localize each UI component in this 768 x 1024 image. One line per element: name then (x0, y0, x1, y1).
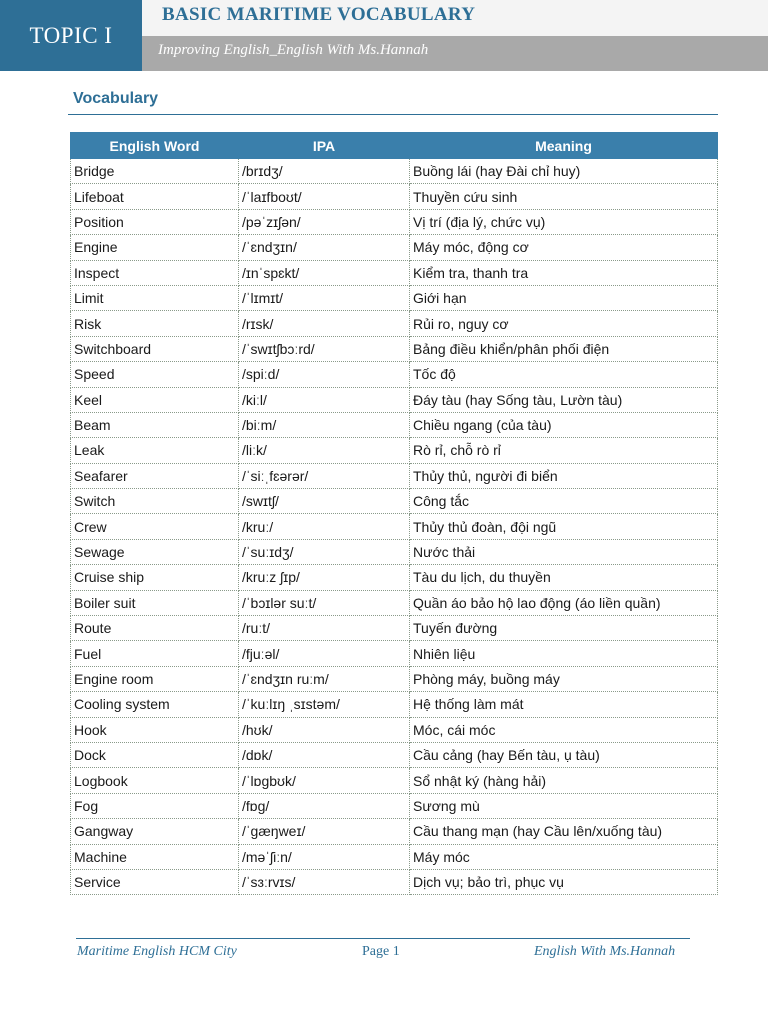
english-word-cell: Limit (71, 285, 239, 310)
meaning-cell: Tàu du lịch, du thuyền (410, 565, 718, 590)
column-header-meaning: Meaning (410, 133, 718, 159)
meaning-cell: Phòng máy, buồng máy (410, 666, 718, 691)
table-row (71, 641, 718, 666)
table-row (71, 616, 718, 641)
english-word-cell: Gangway (71, 819, 239, 844)
english-word-cell: Beam (71, 412, 239, 437)
meaning-cell: Sương mù (410, 793, 718, 818)
english-word-cell: Sewage (71, 539, 239, 564)
english-word-cell: Crew (71, 514, 239, 539)
page-title: BASIC MARITIME VOCABULARY (162, 4, 476, 25)
table-row (71, 666, 718, 691)
english-word-cell: Route (71, 616, 239, 641)
ipa-cell: /ˈsiːˌfɛərər/ (239, 463, 410, 488)
ipa-cell: /ˈlɪmɪt/ (239, 285, 410, 310)
ipa-cell: /swɪtʃ/ (239, 489, 410, 514)
meaning-cell: Giới hạn (410, 285, 718, 310)
meaning-cell: Máy móc, động cơ (410, 235, 718, 260)
meaning-cell: Rủi ro, nguy cơ (410, 311, 718, 336)
ipa-cell: /ˈlaɪfboʊt/ (239, 184, 410, 209)
ipa-cell: /pəˈzɪʃən/ (239, 209, 410, 234)
english-word-cell: Machine (71, 844, 239, 869)
ipa-cell: /fɒɡ/ (239, 793, 410, 818)
english-word-cell: Engine room (71, 666, 239, 691)
footer-left-text: Maritime English HCM City (77, 944, 237, 959)
ipa-cell: /ˈsuːɪdʒ/ (239, 539, 410, 564)
meaning-cell: Móc, cái móc (410, 717, 718, 742)
table-row (71, 844, 718, 869)
ipa-cell: /ˈɛndʒɪn ruːm/ (239, 666, 410, 691)
meaning-cell: Nhiên liệu (410, 641, 718, 666)
ipa-cell: /biːm/ (239, 412, 410, 437)
table-row (71, 768, 718, 793)
table-row (71, 285, 718, 310)
section-divider (68, 114, 718, 115)
ipa-cell: /ˈswɪtʃbɔːrd/ (239, 336, 410, 361)
ipa-cell: /dɒk/ (239, 742, 410, 767)
table-row (71, 869, 718, 894)
table-row (71, 793, 718, 818)
english-word-cell: Logbook (71, 768, 239, 793)
ipa-cell: /ruːt/ (239, 616, 410, 641)
meaning-cell: Cầu thang mạn (hay Cầu lên/xuống tàu) (410, 819, 718, 844)
meaning-cell: Vị trí (địa lý, chức vụ) (410, 209, 718, 234)
footer-right-text: English With Ms.Hannah (534, 944, 676, 959)
english-word-cell: Dock (71, 742, 239, 767)
meaning-cell: Tốc độ (410, 362, 718, 387)
meaning-cell: Chiều ngang (của tàu) (410, 412, 718, 437)
meaning-cell: Buồng lái (hay Đài chỉ huy) (410, 159, 718, 184)
english-word-cell: Engine (71, 235, 239, 260)
page-subtitle: Improving English_English With Ms.Hannah (158, 42, 429, 58)
page-number: Page 1 (362, 944, 400, 959)
ipa-cell: /kruːz ʃɪp/ (239, 565, 410, 590)
column-header-ipa: IPA (239, 133, 410, 159)
ipa-cell: /ˈbɔɪlər suːt/ (239, 590, 410, 615)
meaning-cell: Dịch vụ; bảo trì, phục vụ (410, 869, 718, 894)
meaning-cell: Rò rỉ, chỗ rò rỉ (410, 438, 718, 463)
english-word-cell: Seafarer (71, 463, 239, 488)
table-row (71, 159, 718, 184)
table-row (71, 235, 718, 260)
table-row (71, 489, 718, 514)
table-row (71, 717, 718, 742)
ipa-cell: /kiːl/ (239, 387, 410, 412)
meaning-cell: Quần áo bảo hộ lao động (áo liền quần) (410, 590, 718, 615)
english-word-cell: Cooling system (71, 692, 239, 717)
table-row (71, 362, 718, 387)
table-row (71, 463, 718, 488)
ipa-cell: /ˈɛndʒɪn/ (239, 235, 410, 260)
table-row (71, 514, 718, 539)
english-word-cell: Hook (71, 717, 239, 742)
table-row (71, 565, 718, 590)
ipa-cell: /fjuːəl/ (239, 641, 410, 666)
meaning-cell: Tuyến đường (410, 616, 718, 641)
table-row (71, 438, 718, 463)
meaning-cell: Nước thải (410, 539, 718, 564)
table-row (71, 692, 718, 717)
english-word-cell: Boiler suit (71, 590, 239, 615)
table-row (71, 590, 718, 615)
meaning-cell: Thủy thủ, người đi biển (410, 463, 718, 488)
ipa-cell: /brɪdʒ/ (239, 159, 410, 184)
table-row (71, 387, 718, 412)
english-word-cell: Leak (71, 438, 239, 463)
column-header-english-word: English Word (71, 133, 239, 159)
ipa-cell: /ˈlɒɡbʊk/ (239, 768, 410, 793)
ipa-cell: /hʊk/ (239, 717, 410, 742)
section-heading: Vocabulary (73, 90, 159, 107)
table-row (71, 412, 718, 437)
english-word-cell: Switch (71, 489, 239, 514)
table-row (71, 311, 718, 336)
meaning-cell: Thủy thủ đoàn, đội ngũ (410, 514, 718, 539)
table-row (71, 539, 718, 564)
english-word-cell: Lifeboat (71, 184, 239, 209)
vocabulary-table (70, 132, 718, 895)
english-word-cell: Service (71, 869, 239, 894)
meaning-cell: Cầu cảng (hay Bến tàu, ụ tàu) (410, 742, 718, 767)
english-word-cell: Inspect (71, 260, 239, 285)
meaning-cell: Đáy tàu (hay Sống tàu, Lườn tàu) (410, 387, 718, 412)
meaning-cell: Công tắc (410, 489, 718, 514)
english-word-cell: Fog (71, 793, 239, 818)
ipa-cell: /ˈɡæŋweɪ/ (239, 819, 410, 844)
ipa-cell: /rɪsk/ (239, 311, 410, 336)
english-word-cell: Risk (71, 311, 239, 336)
meaning-cell: Kiểm tra, thanh tra (410, 260, 718, 285)
table-row (71, 742, 718, 767)
english-word-cell: Bridge (71, 159, 239, 184)
meaning-cell: Thuyền cứu sinh (410, 184, 718, 209)
table-row (71, 819, 718, 844)
table-row (71, 336, 718, 361)
ipa-cell: /məˈʃiːn/ (239, 844, 410, 869)
footer-divider (76, 938, 690, 939)
ipa-cell: /ɪnˈspɛkt/ (239, 260, 410, 285)
meaning-cell: Sổ nhật ký (hàng hải) (410, 768, 718, 793)
ipa-cell: /ˈsɜːrvɪs/ (239, 869, 410, 894)
english-word-cell: Fuel (71, 641, 239, 666)
english-word-cell: Cruise ship (71, 565, 239, 590)
ipa-cell: /kruː/ (239, 514, 410, 539)
meaning-cell: Hệ thống làm mát (410, 692, 718, 717)
ipa-cell: /liːk/ (239, 438, 410, 463)
table-row (71, 260, 718, 285)
english-word-cell: Keel (71, 387, 239, 412)
meaning-cell: Bảng điều khiển/phân phối điện (410, 336, 718, 361)
table-row (71, 209, 718, 234)
meaning-cell: Máy móc (410, 844, 718, 869)
english-word-cell: Speed (71, 362, 239, 387)
topic-label: TOPIC I (0, 0, 142, 71)
english-word-cell: Position (71, 209, 239, 234)
table-header-row (71, 133, 718, 159)
english-word-cell: Switchboard (71, 336, 239, 361)
ipa-cell: /ˈkuːlɪŋ ˌsɪstəm/ (239, 692, 410, 717)
table-row (71, 184, 718, 209)
ipa-cell: /spiːd/ (239, 362, 410, 387)
